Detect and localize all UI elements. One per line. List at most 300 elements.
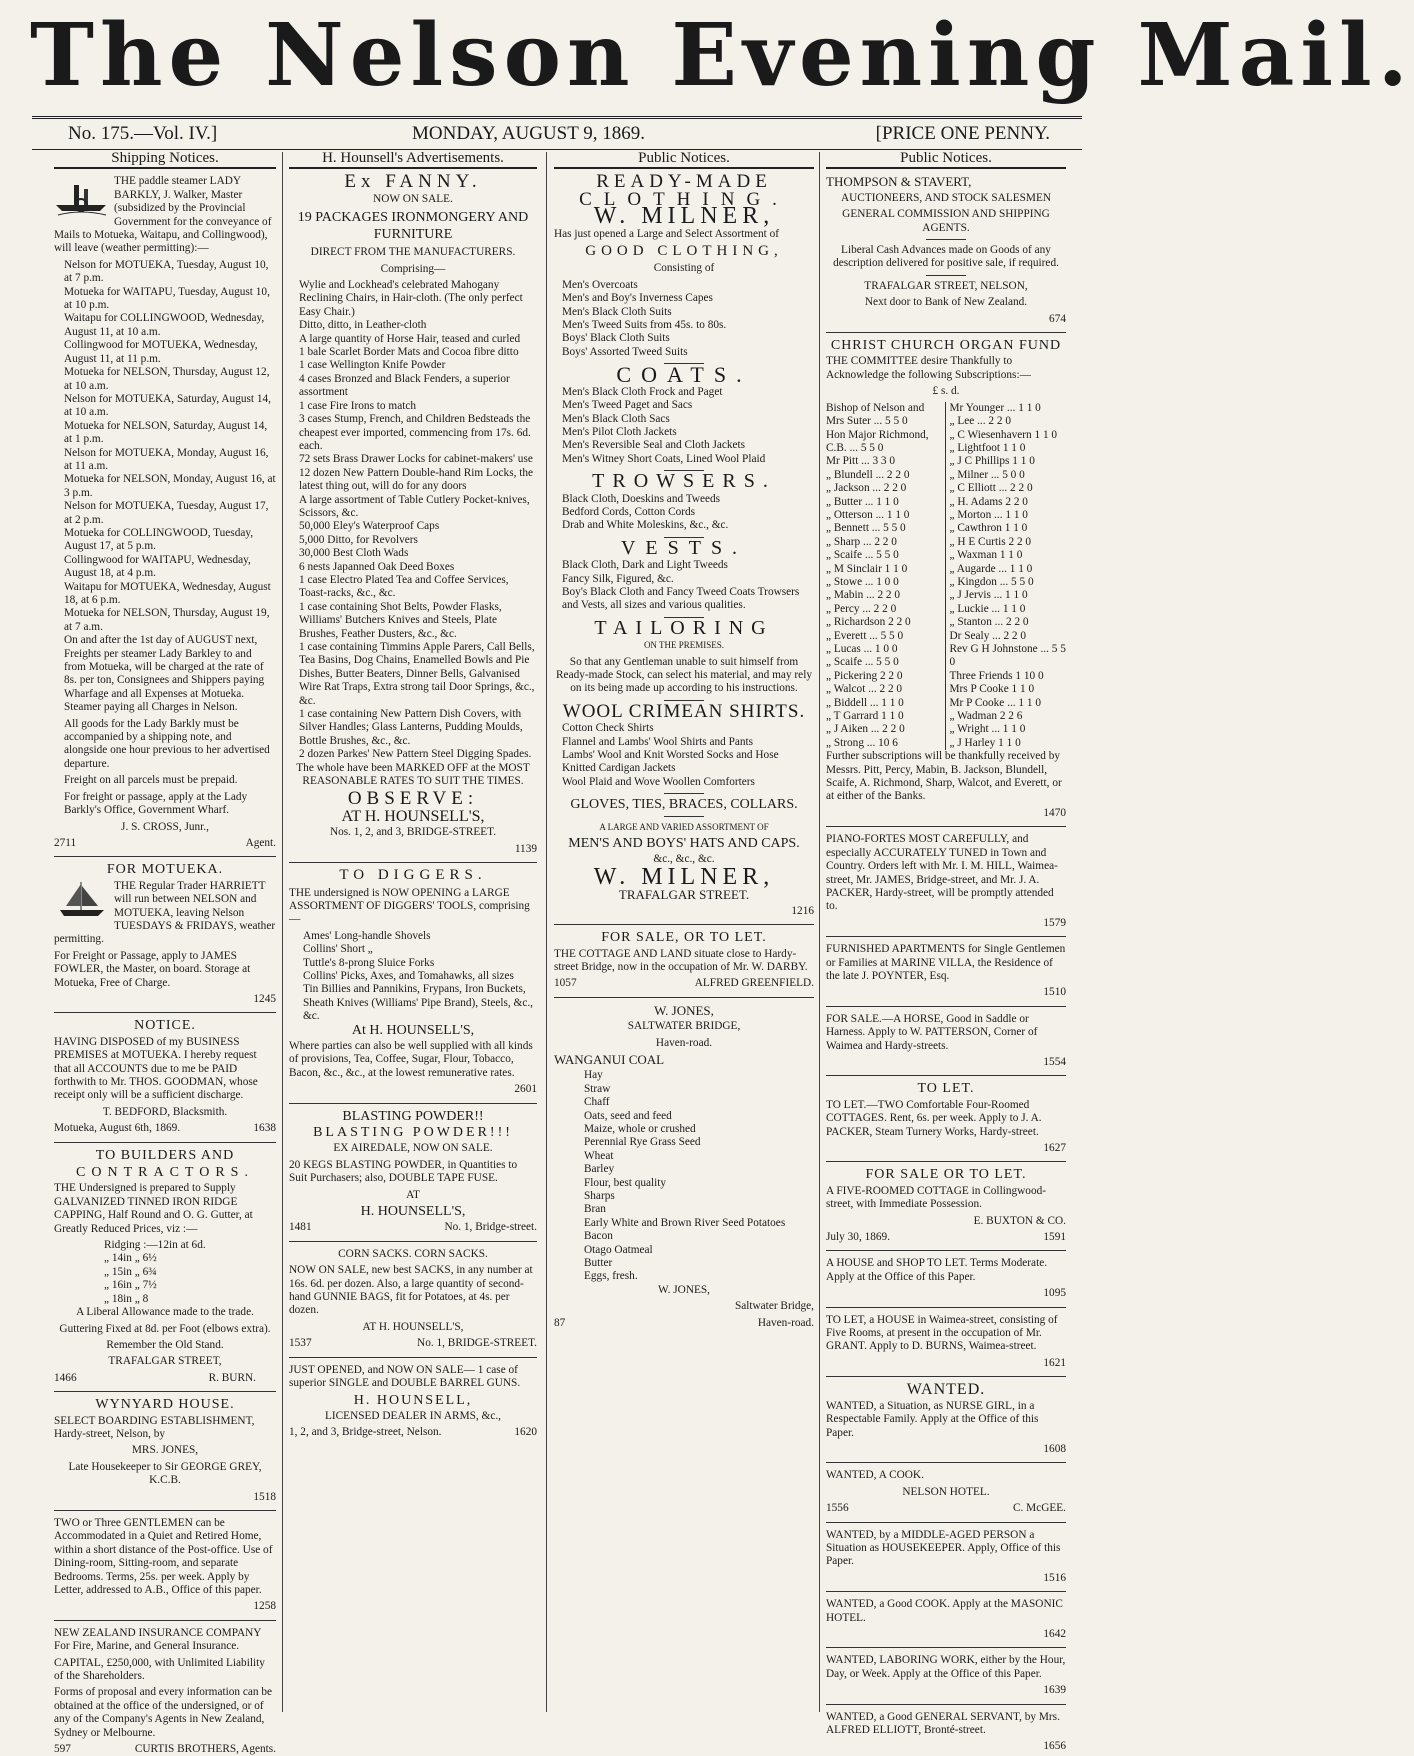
clothing-heading: CLOTHING.	[579, 188, 789, 210]
diggers-heading: TO DIGGERS.	[339, 867, 487, 884]
subscription-column	[826, 402, 946, 751]
hounsell-address: Nos. 1, 2, and 3, BRIDGE-STREET.	[329, 826, 497, 839]
ad-ref-number: 1639	[1043, 1684, 1066, 1697]
section-heading: WANTED.	[906, 1381, 986, 1399]
subscription-row: Rev G H Johnstone ... 5 5 0	[949, 643, 1066, 669]
notice-text: HAVING DISPOSED of my BUSINESS PREMISES at MOTUEKA. I hereby request that all ACCOUNTS due to me be PAID forthwith to Mr. THOS. GOODMAN, whose receipt only will be a sufficient discharge.	[54, 1035, 258, 1102]
subscription-row: „ C Elliott ... 2 2 0	[949, 482, 1033, 495]
subscription-row: „ H E Curtis 2 2 0	[949, 535, 1032, 548]
sailing-item: Motueka for NELSON, Saturday, August 14, at 1 p.m.	[64, 419, 268, 446]
list-item: A large assortment of Table Cutlery Pocket-knives, Scissors, &c.	[299, 493, 530, 519]
guns-licence: LICENSED DEALER IN ARMS, &c.,	[324, 1409, 502, 1422]
ad-ref-number: 1481	[289, 1221, 312, 1234]
haven-road: Haven-road.	[655, 1036, 713, 1049]
list-item: Oats, seed and feed	[584, 1109, 672, 1122]
sailing-ship-icon	[54, 880, 108, 920]
subscription-row: „ Blundell ... 2 2 0	[826, 468, 910, 481]
general-commission: GENERAL COMMISSION AND SHIPPING AGENTS.	[842, 208, 1050, 234]
list-item: Bacon	[584, 1230, 613, 1243]
subscription-row: „ Lucas ... 1 0 0	[826, 643, 898, 655]
section-heading: NOTICE.	[134, 1018, 196, 1034]
list-item: Fancy Silk, Figured, &c.	[562, 572, 674, 585]
list-item: Chaff	[584, 1096, 610, 1109]
next-door: Next door to Bank of New Zealand.	[864, 296, 1028, 309]
list-item: Maize, whole or crushed	[584, 1122, 696, 1135]
ad-ref-number: 1579	[1043, 916, 1066, 929]
motueka-notice: For Freight or Passage, apply to JAMES FOWLER, the Master, on board. Storage at Motueka, Free of Charge.	[54, 949, 251, 989]
sailing-item: Nelson for MOTUEKA, Tuesday, August 10, at 7 p.m.	[64, 258, 269, 285]
dateline	[32, 116, 1082, 150]
list-item: Perennial Rye Grass Seed	[584, 1136, 701, 1149]
section-heading: FOR SALE OR TO LET.	[865, 1167, 1027, 1183]
sailing-item: Collingwood for WAITAPU, Wednesday, August 18, at 4 p.m.	[64, 553, 251, 580]
cottage-text: THE COTTAGE AND LAND situate close to Hardy-street Bridge, now in the occupation of Mr. W. DARBY.	[554, 947, 808, 973]
subscription-row: „ J Aiken ... 2 2 0	[826, 723, 905, 736]
ad-ref-number: 1095	[1043, 1287, 1066, 1300]
wynyard-text: SELECT BOARDING ESTABLISHMENT, Hardy-street, Nelson, by	[54, 1414, 255, 1440]
subscription-row: „ J C Phillips 1 1 0	[949, 455, 1035, 468]
list-item: 1 case containing Shot Belts, Powder Flasks, Williams' Butchers Knives and Steels, Plate Brushes, Feather Dusters, &c., &c.	[299, 600, 502, 640]
subscription-row: „ Morton ... 1 1 0	[949, 508, 1028, 521]
large-assortment: A LARGE AND VARIED ASSORTMENT OF	[599, 821, 769, 832]
column-divider	[546, 152, 547, 1712]
sailing-item: Nelson for MOTUEKA, Saturday, August 14, at 10 a.m.	[64, 392, 271, 419]
blasting-heading: BLASTING POWDER!!!	[313, 1125, 513, 1140]
list-item: 1 case containing Timmins Apple Parers, Call Bells, Tea Basins, Dog Chains, Enamelled Bowls and Pie Dishes, Butter Beaters, Dinner Bells, Galvanised Wire Rat Traps, Extra strong tail Door Springs, &c., &c.	[299, 641, 535, 707]
lady-paragraph: On and after the 1st day of AUGUST next, Freights per steamer Lady Barkley to and from Motueka, will be charged at the rate of 8s. per ton, Consignees and Shippers paying Wharfage and all Expenses at Motueka. Steamer paying all Charges in Nelson.	[64, 634, 265, 714]
sailing-item: Collingwood for MOTUEKA, Wednesday, August 11, at 11 p.m.	[64, 339, 258, 365]
ad-ref-number: 1466	[54, 1371, 77, 1384]
list-item: Collins' Short „	[303, 943, 373, 956]
list-item: Flannel and Lambs' Wool Shirts and Pants	[562, 735, 754, 748]
subscription-row: „ Biddell ... 1 1 0	[826, 696, 904, 709]
subscription-row: „ Butter ... 1 1 0	[826, 495, 899, 508]
subscription-row: Three Friends 1 10 0	[949, 669, 1044, 682]
subscription-row: „ Kingdon ... 5 5 0	[949, 575, 1034, 588]
list-item: Men's Black Cloth Suits	[562, 305, 672, 318]
ad-ref-number: 1516	[1043, 1571, 1066, 1584]
motueka-notice: THE Regular Trader HARRIETT will run between NELSON and MOTUEKA, leaving Nelson TUESDAYS & FRIDAYS, weather permitting.	[54, 879, 276, 946]
builders-signature: R. BURN.	[208, 1371, 256, 1384]
section-heading: CHRIST CHURCH ORGAN FUND	[830, 338, 1062, 354]
subscription-row: Dr Sealy ... 2 2 0	[949, 629, 1027, 642]
piano-notice: PIANO-FORTES MOST CAREFULLY, and especially ACCURATELY TUNED in Town and Country. Orders left with Mr. I. M. HILL, Waimea-street, Mr. JAMES, Bridge-street, and Mr. J. A. PACKER, Hardy-street, will be promptly attended to.	[826, 833, 1058, 913]
wynyard-signature: MRS. JONES,	[131, 1444, 199, 1457]
hats-heading: MEN'S AND BOYS' HATS AND CAPS.	[568, 836, 800, 852]
buxton-signature: E. BUXTON & CO.	[973, 1214, 1066, 1227]
subscription-row: Hon Major Richmond, C.B. ... 5 5 0	[826, 428, 929, 454]
ad-ref-number: 1621	[1043, 1356, 1066, 1369]
subscription-row: „ M Sinclair 1 1 0	[826, 562, 908, 575]
list-item: Cotton Check Shirts	[562, 722, 654, 735]
list-item: 1 case Fire Irons to match	[299, 399, 417, 412]
list-item: Tin Billies and Pannikins, Frypans, Iron Buckets, Sheath Knives (Williams' Pipe Brand), Steels, &c., &c.	[303, 983, 533, 1023]
ad-ref-number: 1470	[1043, 806, 1066, 819]
sailing-item: Nelson for MOTUEKA, Tuesday, August 17, at 2 p.m.	[64, 500, 269, 526]
now-on-sale: NOW ON SALE.	[373, 192, 453, 205]
subscription-row: „ Everett ... 5 5 0	[826, 629, 904, 642]
agent-label: Agent.	[245, 836, 276, 849]
kegs-text: 20 KEGS BLASTING POWDER, in Quantities to Suit Purchasers; also, DOUBLE TAPE FUSE.	[289, 1158, 518, 1185]
list-item: Early White and Brown River Seed Potatoes	[584, 1216, 786, 1229]
subscription-column	[950, 402, 1067, 751]
subscription-row: „ Wright ... 1 1 0	[949, 723, 1026, 736]
vests-list	[554, 559, 814, 613]
ad-ref-number: 1556	[826, 1502, 849, 1515]
sacks-heading: CORN SACKS. CORN SACKS.	[338, 1247, 488, 1260]
sacks-text: NOW ON SALE, new best SACKS, in any number at 16s. 6d. per dozen. Also, a large quantity of second-hand GUNNIE BAGS, fit for Potatoes, at 4s. per dozen.	[289, 1264, 533, 1317]
hounsell-items	[289, 279, 537, 762]
kegs-hounsell: H. HOUNSELL'S,	[360, 1204, 466, 1220]
list-item: 5,000 Ditto, for Revolvers	[299, 533, 418, 546]
ridging-price: „ 18in „ 8	[104, 1292, 149, 1305]
trowsers-heading: TROWSERS.	[592, 470, 776, 493]
subscription-row: „ Otterson ... 1 1 0	[826, 508, 910, 521]
issue-date: MONDAY, AUGUST 9, 1869.	[412, 123, 645, 144]
ad-ref-number: 1554	[1043, 1055, 1066, 1068]
column-public-notices-2	[826, 150, 1066, 1753]
ridging-price: „ 16in „ 7½	[104, 1279, 157, 1292]
issue-price: [PRICE ONE PENNY.	[875, 123, 1050, 144]
ad-ref-number: 2711	[54, 836, 77, 849]
wanted-notice: WANTED, by a MIDDLE-AGED PERSON a Situation as HOUSEKEEPER. Apply, Office of this Paper.	[826, 1528, 1061, 1568]
list-item: 50,000 Eley's Waterproof Caps	[299, 520, 440, 533]
sailing-list	[54, 259, 276, 634]
sacks-address: No. 1, BRIDGE-STREET.	[417, 1337, 537, 1350]
sacks-at: AT H. HOUNSELL'S,	[362, 1320, 464, 1333]
lady-paragraph: Freight on all parcels must be prepaid.	[64, 774, 238, 787]
wanted-notice: WANTED, a Good GENERAL SERVANT, by Mrs. ALFRED ELLIOTT, Bronté-street.	[826, 1710, 1060, 1736]
good-clothing: GOOD CLOTHING,	[585, 243, 783, 260]
ad-ref-number: 1216	[791, 904, 814, 917]
sailing-item: Motueka for NELSON, Monday, August 16, at 3 p.m.	[64, 473, 276, 499]
subscription-row: „ Percy ... 2 2 0	[826, 602, 897, 615]
builders-address: TRAFALGAR STREET,	[108, 1355, 222, 1368]
subscription-row: „ Bennett ... 5 5 0	[826, 522, 906, 535]
subscription-row: „ Scaife ... 5 5 0	[826, 656, 899, 669]
section-heading: TO LET.	[917, 1081, 975, 1097]
ad-ref-number: 1591	[1043, 1231, 1066, 1244]
milner-heading-2: W. MILNER,	[593, 863, 775, 890]
ridging-price: „ 14in „ 6½	[104, 1252, 157, 1265]
list-item: Otago Oatmeal	[584, 1243, 653, 1256]
committee-text: THE COMMITTEE desire Thankfully to Acknowledge the following Subscriptions:—	[826, 355, 1031, 381]
lady-signature: J. S. CROSS, Junr.,	[121, 820, 209, 833]
subscription-row: Mrs P Cooke 1 1 0	[949, 683, 1035, 696]
issue-number: No. 175.—Vol. IV.]	[68, 123, 218, 144]
list-item: 2 dozen Parkes' New Pattern Steel Digging Spades.	[299, 748, 532, 761]
list-item: Men's and Boy's Inverness Capes	[562, 292, 713, 305]
jones-name-2: W. JONES,	[658, 1283, 710, 1296]
subscription-row: „ Lee ... 2 2 0	[949, 415, 1011, 428]
list-item: Men's Black Cloth Frock and Paget	[562, 385, 723, 398]
house-notice: A HOUSE and SHOP TO LET. Terms Moderate. Apply at the Office of this Paper.	[826, 1257, 1048, 1283]
waimea-notice: TO LET, a HOUSE in Waimea-street, consisting of Five Rooms, at present in the occupation of Mr. GRANT. Apply to D. BURNS, Waimea-street.	[826, 1313, 1058, 1353]
trowsers-list	[554, 493, 814, 533]
column-shipping	[54, 150, 276, 1756]
thompson-heading: THOMPSON & STAVERT,	[826, 174, 972, 190]
insurance-signature: CURTIS BROTHERS, Agents.	[134, 1743, 276, 1756]
section-heading: FOR MOTUEKA.	[106, 862, 224, 878]
diggers-items	[289, 930, 537, 1024]
column-heading: Public Notices.	[554, 152, 814, 169]
cottage-signature: ALFRED GREENFIELD.	[694, 977, 814, 990]
list-item: Barley	[584, 1163, 615, 1176]
subscription-row: „ T Garrard 1 1 0	[826, 710, 904, 723]
list-item: Wheat	[584, 1149, 614, 1162]
list-item: 1 case containing New Pattern Dish Covers, with Silver Handles; Glass Lanterns, Pudding Moulds, Bottle Brushes, &c., &c.	[299, 708, 523, 747]
column-heading: H. Hounsell's Advertisements.	[289, 152, 537, 169]
list-item: Men's Tweed Paget and Sacs	[562, 399, 693, 412]
list-item: Tuttle's 8-prong Sluice Forks	[303, 956, 435, 969]
column-divider	[282, 152, 283, 1712]
ridging-price: Ridging :—12in at 6d.	[104, 1239, 206, 1252]
sailing-item: Nelson for MOTUEKA, Monday, August 16, at 11 a.m.	[64, 446, 269, 472]
marked-note: The whole have been MARKED OFF at the MOST REASONABLE RATES TO SUIT THE TIMES.	[296, 761, 530, 788]
sailing-item: Waitapu for MOTUEKA, Wednesday, August 18, at 6 p.m.	[64, 580, 271, 606]
list-item: Wylie and Lockhead's celebrated Mahogany Reclining Chairs, in Hair-cloth. (The only perfect Easy Chair.)	[299, 279, 523, 318]
insurance-text: NEW ZEALAND INSURANCE COMPANY For Fire, Marine, and General Insurance.	[54, 1626, 262, 1653]
tailoring-text: So that any Gentleman unable to suit himself from Ready-made Stock, can select his material, and may rely on its being made up according to his instructions.	[556, 655, 812, 695]
list-item: 30,000 Best Cloth Wads	[299, 547, 409, 560]
wanted-notice: WANTED, LABORING WORK, either by the Hour, Day, or Week. Apply at the Office of this Paper.	[826, 1654, 1066, 1680]
ad-ref-number: 1057	[554, 977, 577, 990]
consisting-label: Consisting of	[653, 262, 715, 275]
subscription-row: Mr Younger ... 1 1 0	[949, 401, 1041, 414]
subscription-row: „ Walcot ... 2 2 0	[826, 683, 903, 696]
list-item: Men's Witney Short Coats, Lined Wool Plaid	[562, 452, 766, 465]
subscription-row: Mr P Cooke ... 1 1 0	[949, 696, 1042, 709]
lady-paragraph: All goods for the Lady Barkly must be accompanied by a shipping note, and alongside one hour previous to her advertised departure.	[64, 717, 270, 770]
section-heading: WYNYARD HOUSE.	[95, 1397, 235, 1413]
list-item: 4 cases Bronzed and Black Fenders, a superior assortment	[299, 372, 510, 399]
cook-hotel: NELSON HOTEL.	[902, 1485, 990, 1498]
list-item: Men's Tweed Suits from 45s. to 80s.	[562, 319, 727, 332]
list-item: Men's Reversible Seal and Cloth Jackets	[562, 439, 746, 452]
produce-list	[554, 1069, 814, 1284]
list-item: Bedford Cords, Cotton Cords	[562, 505, 696, 518]
further-subs: Further subscriptions will be thankfully received by Messrs. Pitt, Percy, Mabin, B. Jackson, Blundell, Scaife, A. Richmond, Sharp, Walcot, and Everett, or at either of the Banks.	[826, 750, 1062, 803]
subscription-row: „ Jackson ... 2 2 0	[826, 482, 907, 495]
coats-list	[554, 386, 814, 466]
cottage-notice: A FIVE-ROOMED COTTAGE in Collingwood-street, with Immediate Possession.	[826, 1184, 1047, 1211]
ridging-price: „ 15in „ 6¾	[104, 1265, 157, 1278]
kegs-address: No. 1, Bridge-street.	[444, 1221, 537, 1234]
list-item: Lambs' Wool and Knit Worsted Socks and Hose	[562, 749, 779, 762]
list-item: 1 case Wellington Knife Powder	[299, 359, 446, 372]
column-heading: Shipping Notices.	[54, 152, 276, 169]
premises-label: ON THE PREMISES.	[643, 640, 725, 651]
notice-date: Motueka, August 6th, 1869.	[54, 1122, 181, 1135]
ready-made-heading: READY-MADE	[596, 171, 772, 193]
sailing-item: Motueka for COLLINGWOOD, Tuesday, August 17, at 5 p.m.	[64, 526, 254, 553]
ad-ref-number: 1258	[253, 1600, 276, 1613]
ad-ref-number: 1139	[514, 842, 537, 855]
blasting-heading: BLASTING POWDER!!	[342, 1108, 484, 1124]
section-heading: FOR SALE, OR TO LET.	[601, 930, 767, 946]
ad-ref-number: 2601	[514, 1083, 537, 1096]
list-item: Ames' Long-handle Shovels	[303, 929, 431, 942]
subscription-row: „ Waxman 1 1 0	[949, 549, 1023, 562]
subscription-row: „ C Wiesenhavern 1 1 0	[949, 428, 1058, 441]
list-item: Eggs, fresh.	[584, 1270, 638, 1283]
list-item: Men's Black Cloth Sacs	[562, 412, 670, 425]
subscription-row: „ Strong ... 10 6	[826, 736, 898, 749]
list-item: Flour, best quality	[584, 1176, 667, 1189]
subscription-row: „ Luckie ... 1 1 0	[949, 602, 1026, 615]
cook-signature: C. McGEE.	[1012, 1502, 1066, 1515]
subscription-row: „ Stowe ... 1 0 0	[826, 575, 899, 588]
kegs-at: AT	[406, 1188, 420, 1201]
list-item: 1 case Electro Plated Tea and Coffee Services, Toast-racks, &c., &c.	[299, 573, 509, 600]
sailing-item: Motueka for WAITAPU, Tuesday, August 10, at 10 p.m.	[64, 285, 270, 312]
etc-line: &c., &c., &c.	[653, 853, 715, 866]
ad-ref-number: 1638	[253, 1122, 276, 1135]
ad-ref-number: 1510	[1043, 986, 1066, 999]
fanny-heading: Ex FANNY.	[344, 171, 482, 193]
section-heading: CONTRACTORS.	[76, 1165, 254, 1181]
gloves-heading: GLOVES, TIES, BRACES, COLLARS.	[570, 797, 798, 813]
milner-heading: W. MILNER,	[593, 203, 775, 230]
comprising-label: Comprising—	[380, 262, 446, 275]
list-item: 72 sets Brass Drawer Locks for cabinet-makers' use	[299, 453, 533, 466]
builders-text: THE Undersigned is prepared to Supply GALVANIZED TINNED IRON RIDGE CAPPING, Half Round and O. G. Gutter, at Greatly Reduced Prices, viz :—	[54, 1182, 253, 1235]
subscription-row: „ Wadman 2 2 6	[949, 710, 1023, 723]
airedale-line: EX AIREDALE, NOW ON SALE.	[333, 1142, 493, 1155]
direct-line: DIRECT FROM THE MANUFACTURERS.	[310, 246, 516, 259]
saltwater-bridge: SALTWATER BRIDGE,	[627, 1020, 741, 1033]
list-item: 1 bale Scarlet Border Mats and Cocoa fibre ditto	[299, 346, 519, 359]
list-item: Wool Plaid and Wove Woollen Comforters	[562, 775, 755, 788]
subscription-row: „ Milner ... 5 0 0	[949, 468, 1025, 481]
column-heading: Public Notices.	[826, 152, 1066, 169]
wanted-notice: WANTED, a Situation, as NURSE GIRL, in a Respectable Family. Apply at the Office of this Paper.	[826, 1399, 1039, 1439]
subscription-row: „ Scaife ... 5 5 0	[826, 549, 899, 562]
diggers-text: THE undersigned is NOW OPENING a LARGE ASSORTMENT OF DIGGERS' TOOLS, comprising—	[289, 886, 530, 926]
list-item: Boys' Assorted Tweed Suits	[562, 345, 688, 358]
subscription-row: „ J Jervis ... 1 1 0	[949, 589, 1028, 602]
ad-ref-number: 674	[1049, 312, 1066, 325]
wynyard-late: Late Housekeeper to Sir GEORGE GREY, K.C.B.	[68, 1460, 262, 1487]
notice-date: July 30, 1869.	[826, 1231, 891, 1244]
furnished-notice: FURNISHED APARTMENTS for Single Gentlemen or Families at MARINE VILLA, the Residence of the late J. POYNTER, Esq.	[826, 943, 1066, 982]
ad-ref-number: 87	[554, 1316, 566, 1329]
wanted-notice: WANTED, A COOK.	[826, 1469, 924, 1482]
lady-barkly-intro: THE paddle steamer LADY BARKLY, J. Walker, Master (subsidized by the Provincial Government for the conveyance of Mails to Motueka, Waitapu, and Collingwood), will leave (weather permitting):—	[54, 175, 272, 255]
builders-note: A Liberal Allowance made to the trade.	[76, 1306, 254, 1319]
list-item: Black Cloth, Doeskins and Tweeds	[562, 492, 721, 505]
list-item: Black Cloth, Dark and Light Tweeds	[562, 559, 728, 572]
subscription-row: „ Lightfoot 1 1 0	[949, 441, 1026, 454]
list-item: Butter	[584, 1257, 613, 1270]
section-heading: TO BUILDERS AND	[95, 1147, 235, 1163]
insurance-forms: Forms of proposal and every information can be obtained at the office of the undersigned, or of any of the Company's Agents in New Zealand, Sydney or Melbourne.	[54, 1686, 273, 1739]
list-item: 12 dozen New Pattern Double-hand Rim Locks, the latest thing out, will do for any doors	[299, 466, 534, 493]
list-item: Boys' Black Cloth Suits	[562, 332, 670, 345]
auctioneers-line: AUCTIONEERS, AND STOCK SALESMEN	[840, 191, 1052, 204]
list-item: Men's Overcoats	[562, 278, 638, 291]
column-hounsell	[289, 152, 537, 1717]
ad-ref-number: 1627	[1043, 1142, 1066, 1154]
shirts-list	[554, 722, 814, 789]
ad-ref-number: 1518	[253, 1490, 276, 1503]
subscription-table	[826, 402, 1066, 751]
list-item: Bran	[584, 1203, 606, 1216]
column-divider	[819, 152, 820, 1712]
paddle-steamer-icon	[54, 175, 108, 215]
subscription-row: Mr Pitt ... 3 3 0	[826, 455, 896, 468]
list-item: Drab and White Moleskins, &c., &c.	[562, 519, 729, 532]
subscription-row: „ Mabin ... 2 2 0	[826, 589, 901, 602]
vests-heading: VESTS.	[620, 536, 748, 559]
sailing-item: Motueka for NELSON, Thursday, August 19, at 7 a.m.	[64, 607, 270, 633]
wanganui-coal: WANGANUI COAL	[554, 1051, 665, 1067]
masthead-title: The Nelson Evening Mail.	[30, 5, 1414, 106]
list-item: Collins' Picks, Axes, and Tomahawks, all sizes	[303, 969, 514, 982]
guns-hounsell: H. HOUNSELL,	[353, 1392, 473, 1408]
ad-ref-number: 1245	[253, 992, 276, 1005]
list-item: A large quantity of Horse Hair, teased and curled	[299, 332, 521, 345]
guns-address: 1, 2, and 3, Bridge-street, Nelson.	[289, 1426, 442, 1439]
subscription-row: „ J Harley 1 1 0	[949, 736, 1021, 749]
trafalgar-street: TRAFALGAR STREET.	[618, 887, 750, 903]
ad-ref-number: 1608	[1043, 1442, 1066, 1455]
coats-heading: COATS.	[616, 362, 752, 388]
observe-heading: OBSERVE:	[347, 788, 479, 810]
horse-notice: FOR SALE.—A HORSE, Good in Saddle or Harness. Apply to W. PATTERSON, Corner of Waimea and Hardy-streets.	[826, 1012, 1038, 1052]
clothing-list	[554, 279, 814, 359]
list-item: Boy's Black Cloth and Fancy Tweed Coats Trowsers and Vests, all sizes and various qualities.	[562, 585, 800, 612]
insurance-capital: CAPITAL, £250,000, with Unlimited Liability of the Shareholders.	[54, 1656, 265, 1683]
saltwater-bridge-2: Saltwater Bridge,	[734, 1300, 814, 1313]
at-hounsell: AT H. HOUNSELL'S,	[341, 807, 485, 825]
ad-ref-number: 597	[54, 1743, 71, 1756]
gentlemen-text: TWO or Three GENTLEMEN can be Accommodated in a Quiet and Retired Home, within a short distance of the Post-office. Use of Dining-room, Sitting-room, and separate Bedrooms. Terms, 25s. per week. Apply by Letter, addressed to A.B., Office of this paper.	[54, 1516, 273, 1596]
column-public-notices	[554, 152, 814, 1717]
notice-signature: T. BEDFORD, Blacksmith.	[102, 1105, 228, 1118]
sailing-item: Waitapu for COLLINGWOOD, Wednesday, August 11, at 10 a.m.	[64, 312, 265, 338]
subscription-row: Bishop of Nelson and Mrs Suter ... 5 5 0	[826, 401, 925, 428]
haven-road-2: Haven-road.	[757, 1316, 814, 1329]
list-item: 6 nests Japanned Oak Deed Boxes	[299, 560, 455, 573]
subscription-row: „ Augarde ... 1 1 0	[949, 562, 1033, 575]
subscription-row: „ Pickering 2 2 0	[826, 669, 903, 682]
subscription-row: „ Richardson 2 2 0	[826, 616, 911, 629]
liberal-advances: Liberal Cash Advances made on Goods of any description delivered for positive sale, if required.	[833, 244, 1059, 270]
ad-ref-number: 1656	[1043, 1740, 1066, 1753]
builders-note: Remember the Old Stand.	[106, 1338, 224, 1351]
diggers-at: At H. HOUNSELL'S,	[351, 1022, 475, 1038]
wool-shirts-heading: WOOL CRIMEAN SHIRTS.	[562, 700, 806, 722]
list-item: Sharps	[584, 1190, 615, 1202]
jones-name: W. JONES,	[654, 1002, 714, 1018]
ridging-price-list	[54, 1239, 276, 1306]
subscription-row: „ Cawthron 1 1 0	[949, 522, 1028, 535]
lady-paragraph: For freight or passage, apply at the Lady Barkly's Office, Government Wharf.	[64, 790, 248, 817]
list-item: Ditto, ditto, in Leather-cloth	[299, 319, 427, 332]
ad-ref-number: 1620	[514, 1426, 537, 1439]
packages-heading: 19 PACKAGES IRONMONGERY AND FURNITURE	[297, 210, 529, 243]
subscription-row: „ Stanton ... 2 2 0	[949, 616, 1029, 629]
tolet-notice: TO LET.—TWO Comfortable Four-Roomed COTTAGES. Rent, 6s. per week. Apply to J. A. PACKER, Steam Turnery Works, Hardy-street.	[826, 1098, 1042, 1138]
ad-ref-number: 1642	[1043, 1627, 1066, 1640]
list-item: Knitted Cardigan Jackets	[562, 762, 676, 775]
subscription-row: „ H. Adams 2 2 0	[949, 495, 1028, 508]
list-item: 3 cases Stump, French, and Children Bedsteads the cheapest ever imported, commencing from 17s. 6d. each.	[299, 413, 531, 452]
trafalgar-nelson: TRAFALGAR STREET, NELSON,	[864, 279, 1028, 292]
subs-header: £ s. d.	[932, 385, 960, 398]
ad-ref-number: 1537	[289, 1337, 312, 1350]
